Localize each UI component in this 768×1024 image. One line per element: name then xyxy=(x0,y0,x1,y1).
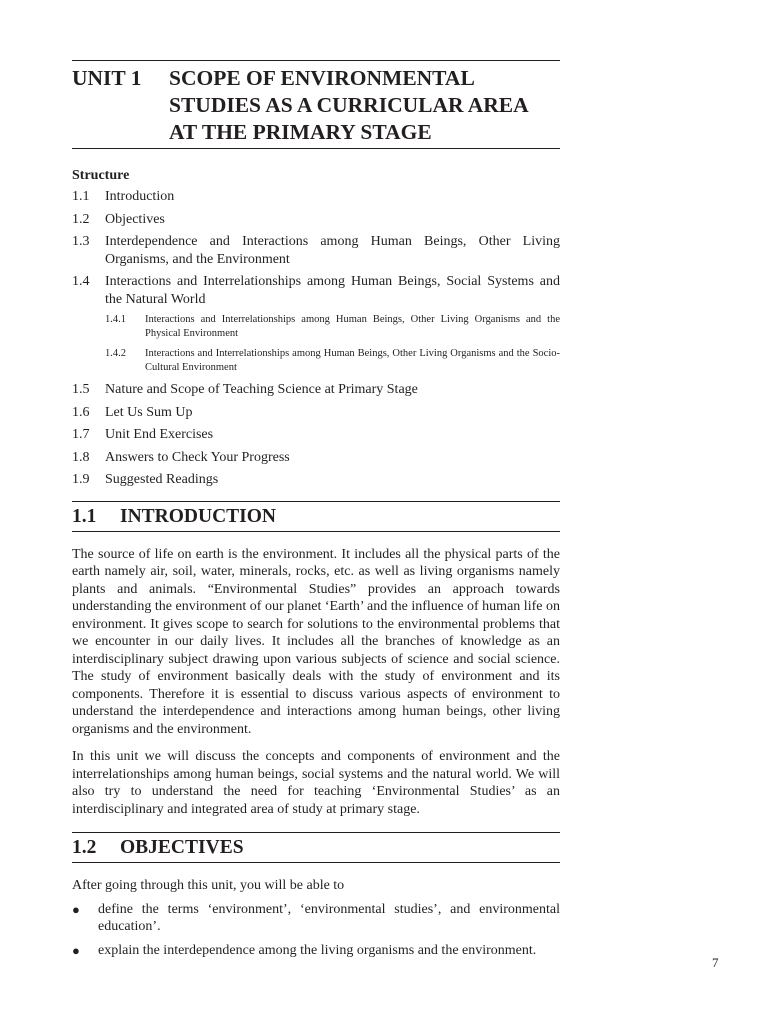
objectives-list xyxy=(72,901,560,960)
toc-text: Objectives xyxy=(105,211,165,227)
list-item xyxy=(72,901,560,936)
toc-item xyxy=(72,381,560,399)
bullet-icon: ● xyxy=(72,942,80,958)
section-bottom-rule xyxy=(72,862,560,863)
toc-text: Unit End Exercises xyxy=(105,427,214,442)
toc-item xyxy=(72,404,560,422)
objectives-heading xyxy=(72,833,560,862)
toc-item xyxy=(72,449,560,467)
list-item-text: define the terms ‘environment’, ‘environmental studies’, and environmental education’. xyxy=(98,901,560,934)
toc-item xyxy=(72,211,560,229)
toc-subitem xyxy=(105,313,560,340)
toc-text: Interactions and Interrelationships among Human Beings, Social Systems and the Natural World xyxy=(105,274,560,307)
section-number: 1.2 xyxy=(72,837,97,858)
unit-heading xyxy=(72,61,560,148)
toc-text: Answers to Check Your Progress xyxy=(105,449,290,465)
toc-text: Suggested Readings xyxy=(105,472,219,487)
page-number: 7 xyxy=(712,955,719,970)
toc-text: Introduction xyxy=(105,189,175,204)
toc-number: 1.9 xyxy=(72,472,90,487)
toc-number: 1.6 xyxy=(72,404,90,420)
toc-number: 1.2 xyxy=(72,211,90,227)
toc-number: 1.4 xyxy=(72,274,90,289)
introduction-heading xyxy=(72,502,560,531)
unit-title xyxy=(169,65,560,146)
unit-title-line: STUDIES AS A CURRICULAR AREA xyxy=(169,93,529,117)
section-title: OBJECTIVES xyxy=(120,837,244,858)
unit-title-line: AT THE PRIMARY STAGE xyxy=(169,120,432,144)
section-number: 1.1 xyxy=(72,505,97,527)
toc-item xyxy=(72,188,560,206)
toc-subitem-text: Interactions and Interrelationships among Human Beings, Other Living Organisms and the Socio-Cultural Environment xyxy=(145,348,560,373)
toc-number: 1.8 xyxy=(72,449,90,465)
toc-subitem-text: Interactions and Interrelationships among Human Beings, Other Living Organisms and the Physical Environment xyxy=(145,314,560,339)
bullet-icon: ● xyxy=(72,901,80,917)
unit-label: UNIT 1 xyxy=(72,66,142,90)
toc-item xyxy=(72,426,560,444)
unit-bottom-rule xyxy=(72,148,560,149)
toc-subitem-number: 1.4.1 xyxy=(105,314,126,325)
structure-section xyxy=(72,166,560,489)
toc-text: Interdependence and Interactions among Human Beings, Other Living Organisms, and the Environment xyxy=(105,234,560,267)
structure-heading: Structure xyxy=(72,168,130,183)
toc-number: 1.1 xyxy=(72,189,90,204)
section-bottom-rule xyxy=(72,531,560,532)
toc-item xyxy=(72,273,560,308)
toc-text: Nature and Scope of Teaching Science at Primary Stage xyxy=(105,382,418,397)
page-content xyxy=(72,60,560,965)
toc-item xyxy=(72,471,560,489)
section-title: INTRODUCTION xyxy=(120,505,277,527)
toc-number: 1.5 xyxy=(72,382,90,397)
body-paragraph: In this unit we will discuss the concepts and components of environment and the interrelationships among human beings, social systems and the natural world. We will also try to understand the need for teaching ‘Environmental Studies’ as an interdisciplinary and integrated area of study at primary stage. xyxy=(72,749,560,817)
list-item-text: explain the interdependence among the living organisms and the environment. xyxy=(98,942,537,958)
objectives-intro: After going through this unit, you will be able to xyxy=(72,878,345,893)
toc-number: 1.3 xyxy=(72,234,90,249)
toc-item xyxy=(72,233,560,268)
toc-subitem-number: 1.4.2 xyxy=(105,348,126,359)
toc-number: 1.7 xyxy=(72,427,90,442)
body-paragraph: The source of life on earth is the environment. It includes all the physical parts of the earth namely air, soil, water, minerals, rocks, etc. as well as living organisms namely plants and animals. “Environmental Studies” provides an approach towards understanding the environment of our planet ‘Earth’ and the influence of human life on environment. It gives scope to search for solutions to the environmental problems that we encounter in our daily lives. It includes all the branches of knowledge as an interdisciplinary subject drawing upon various subjects of science and social science. The study of environment basically deals with the study of environment and its components. Therefore it is essential to discuss various aspects of environment to understand the interdependence and interactions among human beings, other living organisms and the environment. xyxy=(72,546,560,737)
unit-title-line: SCOPE OF ENVIRONMENTAL xyxy=(169,66,475,90)
toc-text: Let Us Sum Up xyxy=(105,404,193,420)
list-item xyxy=(72,942,560,960)
toc-subitem xyxy=(105,347,560,374)
